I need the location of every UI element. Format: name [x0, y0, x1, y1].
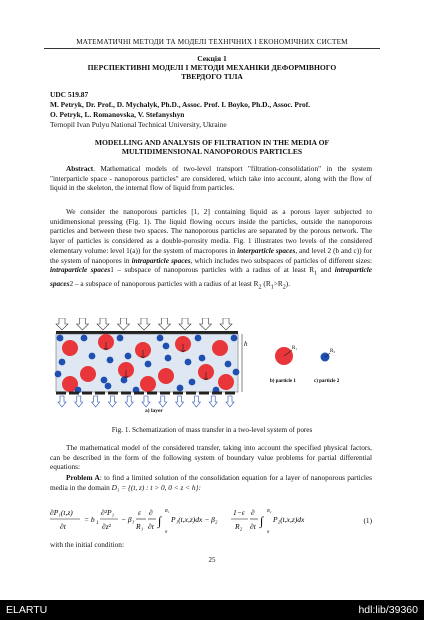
down-arrow [77, 318, 89, 330]
repository-footer [0, 600, 424, 620]
small-particle [89, 353, 96, 360]
svg-text:∂t: ∂t [148, 522, 154, 531]
paragraph-intro [50, 207, 372, 294]
domain-expression: D₁ = {(t, z) : t > 0, 0 < z < h}: [111, 482, 201, 492]
problem-label: Problem A [66, 473, 100, 482]
equation-1 [50, 503, 372, 539]
large-particle [212, 340, 228, 356]
down-arrow [179, 318, 191, 330]
footer-handle: hdl:lib/39360 [358, 604, 418, 616]
small-particle [157, 335, 164, 342]
outflow-arrow [92, 396, 100, 407]
small-particle [231, 335, 238, 342]
svg-text:− β₁: − β₁ [121, 515, 135, 524]
p1-text-a: We consider the nanoporous particles [1, 2] containing liquid as a porous layer subjected to unidimensional pressing (Fig. 1). The liquid flowing occurs inside the particles, outside the nanoporous particles and between these two spaces. The nanoporous particles are separated by the porous network. The layer of particles is considered as a double-porosity media. Fig. 1 illustrates two levels of the considered elementary volume: level 1(a)) for the system of macropores in [50, 207, 372, 255]
small-particle [185, 359, 192, 366]
svg-text:R₂: R₂ [267, 508, 272, 513]
down-arrow [118, 318, 130, 330]
small-particle [233, 369, 240, 376]
small-particle [57, 335, 64, 342]
large-particle [62, 340, 78, 356]
small-particle [59, 359, 66, 366]
svg-text:∂t: ∂t [60, 522, 66, 531]
p1-sub-4: 2 [282, 284, 286, 291]
small-particle [125, 353, 132, 360]
udc-code: UDC 519.87 [50, 90, 89, 99]
small-particle [117, 335, 124, 342]
svg-text:P₂(t,x,z)dx: P₂(t,x,z)dx [273, 515, 305, 524]
small-particle [81, 335, 88, 342]
p1-text-g: 1 – subspace of nanoporous particles with a radius of at least R [110, 265, 315, 275]
outflow-arrow [75, 396, 83, 407]
p1-sub-3: 1 [270, 284, 274, 291]
outflow-arrow [125, 396, 133, 407]
header-rule [44, 48, 380, 49]
paper-title-line-1: MODELLING AND ANALYSIS OF FILTRATION IN THE MEDIA OF [94, 138, 330, 147]
outflow-arrow [142, 396, 150, 407]
down-arrow [220, 318, 232, 330]
svg-text:∂²P₁: ∂²P₁ [101, 508, 115, 517]
outflow-arrow [209, 396, 217, 407]
p1-text-q: ). [285, 279, 291, 289]
p1-sub-1: 1 [314, 270, 318, 277]
problem-text: : to find a limited solution of the consolidation equation for a layer of nanoporous particles media in the domain [50, 473, 372, 492]
down-arrow [138, 318, 150, 330]
svg-text:1−ε: 1−ε [233, 508, 245, 517]
down-arrow [200, 318, 212, 330]
label-particle-1: b) particle 1 [270, 379, 296, 384]
drainage-arrows-bottom [58, 396, 234, 407]
svg-text:∂: ∂ [149, 508, 153, 517]
page-number: 25 [208, 556, 216, 564]
large-particle [140, 376, 156, 392]
p1-text-i: and [317, 265, 335, 275]
small-particle [55, 371, 62, 378]
outflow-arrow [58, 396, 66, 407]
equation-1-svg [50, 503, 372, 539]
label-r1: R₁ [292, 346, 298, 351]
paragraph-problem [50, 473, 372, 492]
svg-text:R₁: R₁ [165, 508, 170, 513]
large-particle [80, 366, 96, 382]
outflow-arrow [176, 396, 184, 407]
p1-text-o: >R [273, 279, 283, 289]
affiliation: Ternopil Ivan Pulyu National Technical University, Ukraine [50, 120, 227, 129]
svg-text:= b: = b [84, 515, 95, 524]
outflow-arrow [108, 396, 116, 407]
svg-text:∂t: ∂t [250, 522, 256, 531]
svg-text:0: 0 [165, 529, 168, 534]
svg-text:1: 1 [96, 521, 99, 526]
small-particle [195, 335, 202, 342]
pressure-arrows-top [56, 318, 232, 330]
small-particle [145, 361, 152, 368]
small-particle [189, 379, 196, 386]
section-title-line-1: ПЕРСПЕКТИВНІ МОДЕЛІ І МЕТОДИ МЕХАНІКИ ДЕФОРМІВНОГО [87, 63, 337, 72]
p1-term-space2: intraparticle spaces [50, 265, 373, 289]
label-particle-2: c) particle 2 [314, 379, 340, 384]
svg-text:ε: ε [138, 508, 141, 517]
section-title-line-2: ТВЕРДОГО ТІЛА [181, 72, 243, 81]
figure-caption: Fig. 1. Schematization of mass transfer in a two-level system of pores [111, 426, 313, 434]
label-r2: R₂ [330, 349, 336, 354]
svg-text:∫: ∫ [260, 514, 264, 528]
footer-repository-name: ELARTU [6, 604, 48, 616]
equation-number: (1) [363, 516, 372, 525]
small-particle [177, 385, 184, 392]
down-arrow [56, 318, 68, 330]
initial-condition-text: with the initial condition: [50, 540, 124, 549]
large-particle [158, 368, 174, 384]
outflow-arrow [192, 396, 200, 407]
small-particle [105, 383, 112, 390]
outflow-arrow [226, 396, 234, 407]
small-particle [107, 357, 114, 364]
small-particle [165, 355, 172, 362]
label-layer: a) layer [145, 408, 163, 414]
running-header: МАТЕМАТИЧНІ МЕТОДИ ТА МОДЕЛІ ТЕХНІЧНИХ І ЕКОНОМІЧНИХ СИСТЕМ [76, 38, 348, 46]
p1-term-interparticle: interparticle spaces [237, 245, 296, 255]
section-label: Секція 1 [197, 54, 227, 63]
svg-text:R₁: R₁ [136, 522, 144, 531]
paragraph-model [50, 443, 372, 472]
small-particle [225, 361, 232, 368]
p1-text-e: , which includes two subspaces of particles of different sizes: [190, 255, 372, 265]
top-plate [56, 331, 238, 334]
p1-term-space1: intraparticle spaces [50, 265, 111, 275]
small-particle [163, 343, 170, 350]
svg-text:∂: ∂ [251, 508, 255, 517]
p1-sub-2: 2 [258, 284, 262, 291]
p1-text-m: (R [261, 279, 271, 289]
svg-text:∫: ∫ [158, 514, 162, 528]
authors-line-2: O. Petryk, L. Romanovska, V. Stefanyshyn [50, 110, 185, 119]
authors-line-1: M. Petryk, Dr. Prof., D. Mychalyk, Ph.D., Assoc. Prof. I. Boyko, Ph.D., Assoc. Prof. [50, 100, 311, 109]
large-particle [218, 374, 234, 390]
svg-text:∂P₁(t,z): ∂P₁(t,z) [50, 508, 73, 517]
p2-text: The mathematical model of the considered transfer, taking into account the specified physical factors, can be described in the form of the following system of boundary value problems for partial differential equations: [50, 443, 372, 472]
label-h: h [244, 340, 248, 348]
small-particle [101, 377, 108, 384]
svg-text:0: 0 [267, 529, 270, 534]
svg-text:P₁(t,x,z)dx − β₂: P₁(t,x,z)dx − β₂ [171, 515, 218, 524]
p1-term-intraparticle: intraparticle spaces [131, 255, 191, 265]
p1-text-k: 2 – a subspace of nanoporous particles with a radius of at least R [69, 279, 259, 289]
abstract-text: . Mathematical models of two-level transport "filtration-consolidation" in the system "interparticle space - nanoporous particles" are considered, which take into account, along with the flow of liquid in the skeleton, the internal flow of liquid from particles. [50, 164, 372, 193]
svg-text:R₂: R₂ [235, 522, 243, 531]
paper-title-line-2: MULTIDIMENSIONAL NANOPOROUS PARTICLES [121, 147, 303, 156]
down-arrow [97, 318, 109, 330]
figure-1 [48, 318, 368, 418]
abstract-label: Abstract [66, 164, 94, 173]
outflow-arrow [159, 396, 167, 407]
abstract [50, 164, 372, 193]
p1-text-c: , and level 2 (b and c)) for the system of nanopores in [50, 245, 372, 265]
down-arrow [159, 318, 171, 330]
svg-text:∂z²: ∂z² [102, 522, 111, 531]
small-particle [199, 355, 206, 362]
